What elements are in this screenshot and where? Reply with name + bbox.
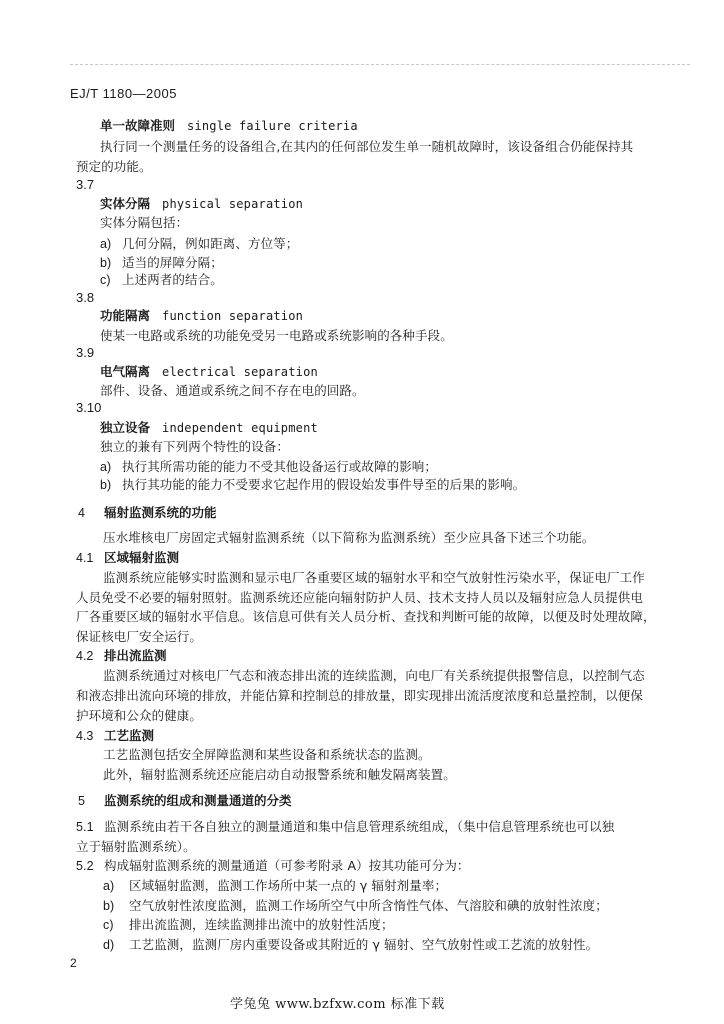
subsection-heading bbox=[76, 726, 154, 744]
list-item bbox=[100, 457, 437, 475]
paragraph-line: 保证核电厂安全运行。 bbox=[76, 629, 203, 644]
term-en: physical separation bbox=[162, 197, 304, 211]
clause-number: 3.9 bbox=[76, 345, 95, 360]
term-en: electrical separation bbox=[162, 365, 318, 379]
subsection-number: 4.1 bbox=[76, 551, 94, 565]
definition-line: 执行同一个测量任务的设备组合,在其内的任何部位发生单一随机故障时，该设备组合仍能保持其 bbox=[100, 139, 634, 154]
subsection-number: 4.2 bbox=[76, 649, 94, 663]
term-independent-equipment bbox=[100, 418, 318, 436]
paragraph-line: 监测系统应能够实时监测和显示电厂各重要区域的辐射水平和空气放射性污染水平，保证电厂工作 bbox=[103, 570, 645, 585]
list-marker: d) bbox=[103, 938, 115, 952]
paragraph-line: 监测系统通过对核电厂气态和液态排出流的连续监测，向电厂有关系统提供报警信息，以控制气态 bbox=[103, 668, 645, 683]
term-zh: 电气隔离 bbox=[100, 364, 151, 379]
list-text: 区域辐射监测，监测工作场所中某一点的 γ 辐射剂量率； bbox=[129, 878, 448, 893]
paragraph-line: 人员免受不必要的辐射照射。监测系统还应能向辐射防护人员、技术支持人员以及辐射应急人员提供电 bbox=[76, 590, 644, 605]
section-title: 辐射监测系统的功能 bbox=[104, 505, 217, 520]
clause-number: 5.1 bbox=[76, 820, 94, 834]
term-zh: 实体分隔 bbox=[100, 196, 151, 211]
standard-code: EJ/T 1180—2005 bbox=[70, 86, 177, 101]
term-electrical-separation bbox=[100, 362, 318, 380]
term-en: function separation bbox=[162, 309, 304, 323]
list-marker: b) bbox=[100, 256, 112, 270]
term-zh: 独立设备 bbox=[100, 420, 151, 435]
clause-number: 3.8 bbox=[76, 290, 95, 305]
subsection-heading bbox=[76, 548, 179, 566]
list-text: 执行其所需功能的能力不受其他设备运行或故障的影响； bbox=[122, 459, 438, 474]
term-single-failure bbox=[100, 116, 358, 134]
section-number: 5 bbox=[78, 794, 85, 808]
definition-intro: 独立的兼有下列两个特性的设备： bbox=[100, 439, 290, 454]
term-en: single failure criteria bbox=[187, 119, 358, 133]
list-text: 空气放射性浓度监测，监测工作场所空气中所含惰性气体、气溶胶和碘的放射性浓度； bbox=[129, 898, 608, 913]
subsection-title: 区域辐射监测 bbox=[104, 550, 180, 565]
definition-line: 预定的功能。 bbox=[76, 159, 152, 174]
subsection-title: 排出流监测 bbox=[104, 648, 167, 663]
paragraph-line bbox=[76, 856, 470, 874]
subsection-title: 工艺监测 bbox=[104, 728, 155, 743]
list-item bbox=[103, 915, 394, 933]
definition-intro: 实体分隔包括： bbox=[100, 215, 189, 230]
paragraph-line: 护环境和公众的健康。 bbox=[76, 708, 203, 723]
list-marker: c) bbox=[100, 273, 111, 287]
clause-number: 5.2 bbox=[76, 859, 94, 873]
watermark-footer: 学兔兔 www.bzfxw.com 标准下载 bbox=[230, 997, 445, 1012]
list-marker: a) bbox=[100, 460, 112, 474]
definition-line: 使某一电路或系统的功能免受另一电路或系统影响的各种手段。 bbox=[100, 328, 453, 343]
paragraph-line: 立于辐射监测系统）。 bbox=[76, 839, 196, 854]
list-text: 适当的屏障分隔； bbox=[122, 255, 223, 270]
list-item bbox=[100, 253, 223, 271]
section-title: 监测系统的组成和测量通道的分类 bbox=[104, 793, 292, 808]
paragraph-line: 厂各重要区域的辐射水平信息。该信息可供有关人员分析、查找和判断可能的故障，以便及时处理故障， bbox=[76, 609, 656, 624]
subsection-heading bbox=[76, 646, 167, 664]
page-number: 2 bbox=[70, 956, 77, 970]
term-physical-separation bbox=[100, 194, 303, 212]
paragraph-line: 和液态排出流向环境的排放，并能估算和控制总的排放量，即实现排出流活度浓度和总量控制，以便保 bbox=[76, 688, 644, 703]
list-marker: a) bbox=[103, 879, 115, 893]
list-item bbox=[100, 270, 223, 288]
list-text: 几何分隔，例如距离、方位等； bbox=[122, 236, 299, 251]
term-en: independent equipment bbox=[162, 421, 318, 435]
list-text: 工艺监测，监测厂房内重要设备或其附近的 γ 辐射、空气放射性或工艺流的放射性。 bbox=[129, 937, 599, 952]
paragraph-line bbox=[76, 817, 614, 835]
section-heading bbox=[78, 503, 217, 521]
clause-text: 构成辐射监测系统的测量通道（可参考附录 A）按其功能可分为： bbox=[104, 858, 470, 873]
header-rule bbox=[70, 64, 690, 65]
list-item bbox=[100, 475, 525, 493]
clause-number: 3.7 bbox=[76, 177, 95, 192]
clause-text: 监测系统由若干各自独立的测量通道和集中信息管理系统组成，（集中信息管理系统也可以独 bbox=[104, 819, 615, 834]
list-item bbox=[103, 935, 598, 953]
list-item bbox=[103, 876, 447, 894]
list-marker: b) bbox=[103, 899, 115, 913]
section-heading bbox=[78, 791, 292, 809]
list-item bbox=[100, 234, 298, 252]
list-item bbox=[103, 896, 608, 914]
paragraph-line: 压水堆核电厂房固定式辐射监测系统（以下简称为监测系统）至少应具备下述三个功能。 bbox=[103, 530, 595, 545]
definition-line: 部件、设备、通道或系统之间不存在电的回路。 bbox=[100, 383, 365, 398]
subsection-number: 4.3 bbox=[76, 729, 94, 743]
list-text: 排出流监测，连续监测排出流中的放射性活度； bbox=[129, 917, 394, 932]
list-marker: a) bbox=[100, 237, 112, 251]
clause-number: 3.10 bbox=[76, 400, 102, 415]
paragraph-line: 工艺监测包括安全屏障监测和某些设备和系统状态的监测。 bbox=[103, 747, 431, 762]
term-zh: 功能隔离 bbox=[100, 308, 151, 323]
term-zh: 单一故障准则 bbox=[100, 118, 176, 133]
list-marker: b) bbox=[100, 478, 112, 492]
list-marker: c) bbox=[103, 918, 114, 932]
list-text: 上述两者的结合。 bbox=[122, 272, 223, 287]
term-function-separation bbox=[100, 306, 303, 324]
section-number: 4 bbox=[78, 506, 85, 520]
paragraph-line: 此外，辐射监测系统还应能启动自动报警系统和触发隔离装置。 bbox=[103, 767, 456, 782]
list-text: 执行其功能的能力不受要求它起作用的假设始发事件导至的后果的影响。 bbox=[122, 477, 526, 492]
